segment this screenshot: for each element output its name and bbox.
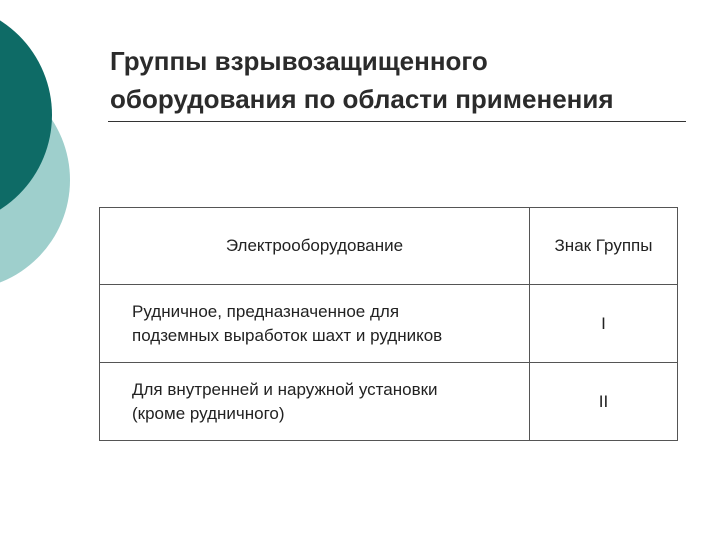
table-row: [100, 285, 678, 363]
header-equipment: Электрооборудование: [100, 208, 530, 285]
table-header-row: [100, 208, 678, 285]
slide-title-line-2: оборудования по области применения: [110, 84, 614, 114]
title-underline: [108, 121, 686, 122]
row-description: Рудничное, предназначенное для подземных выработок шахт и рудников: [100, 285, 530, 363]
row-description: Для внутренней и наружной установки (кроме рудничного): [100, 363, 530, 441]
row-group-sign: I: [530, 285, 678, 363]
equipment-groups-table: [99, 207, 678, 441]
slide-title: [110, 42, 710, 118]
header-group-sign: Знак Группы: [530, 208, 678, 285]
table-row: [100, 363, 678, 441]
row-group-sign: II: [530, 363, 678, 441]
slide-title-line-1: Группы взрывозащищенного: [110, 46, 488, 76]
decorative-circles: [0, 0, 80, 290]
